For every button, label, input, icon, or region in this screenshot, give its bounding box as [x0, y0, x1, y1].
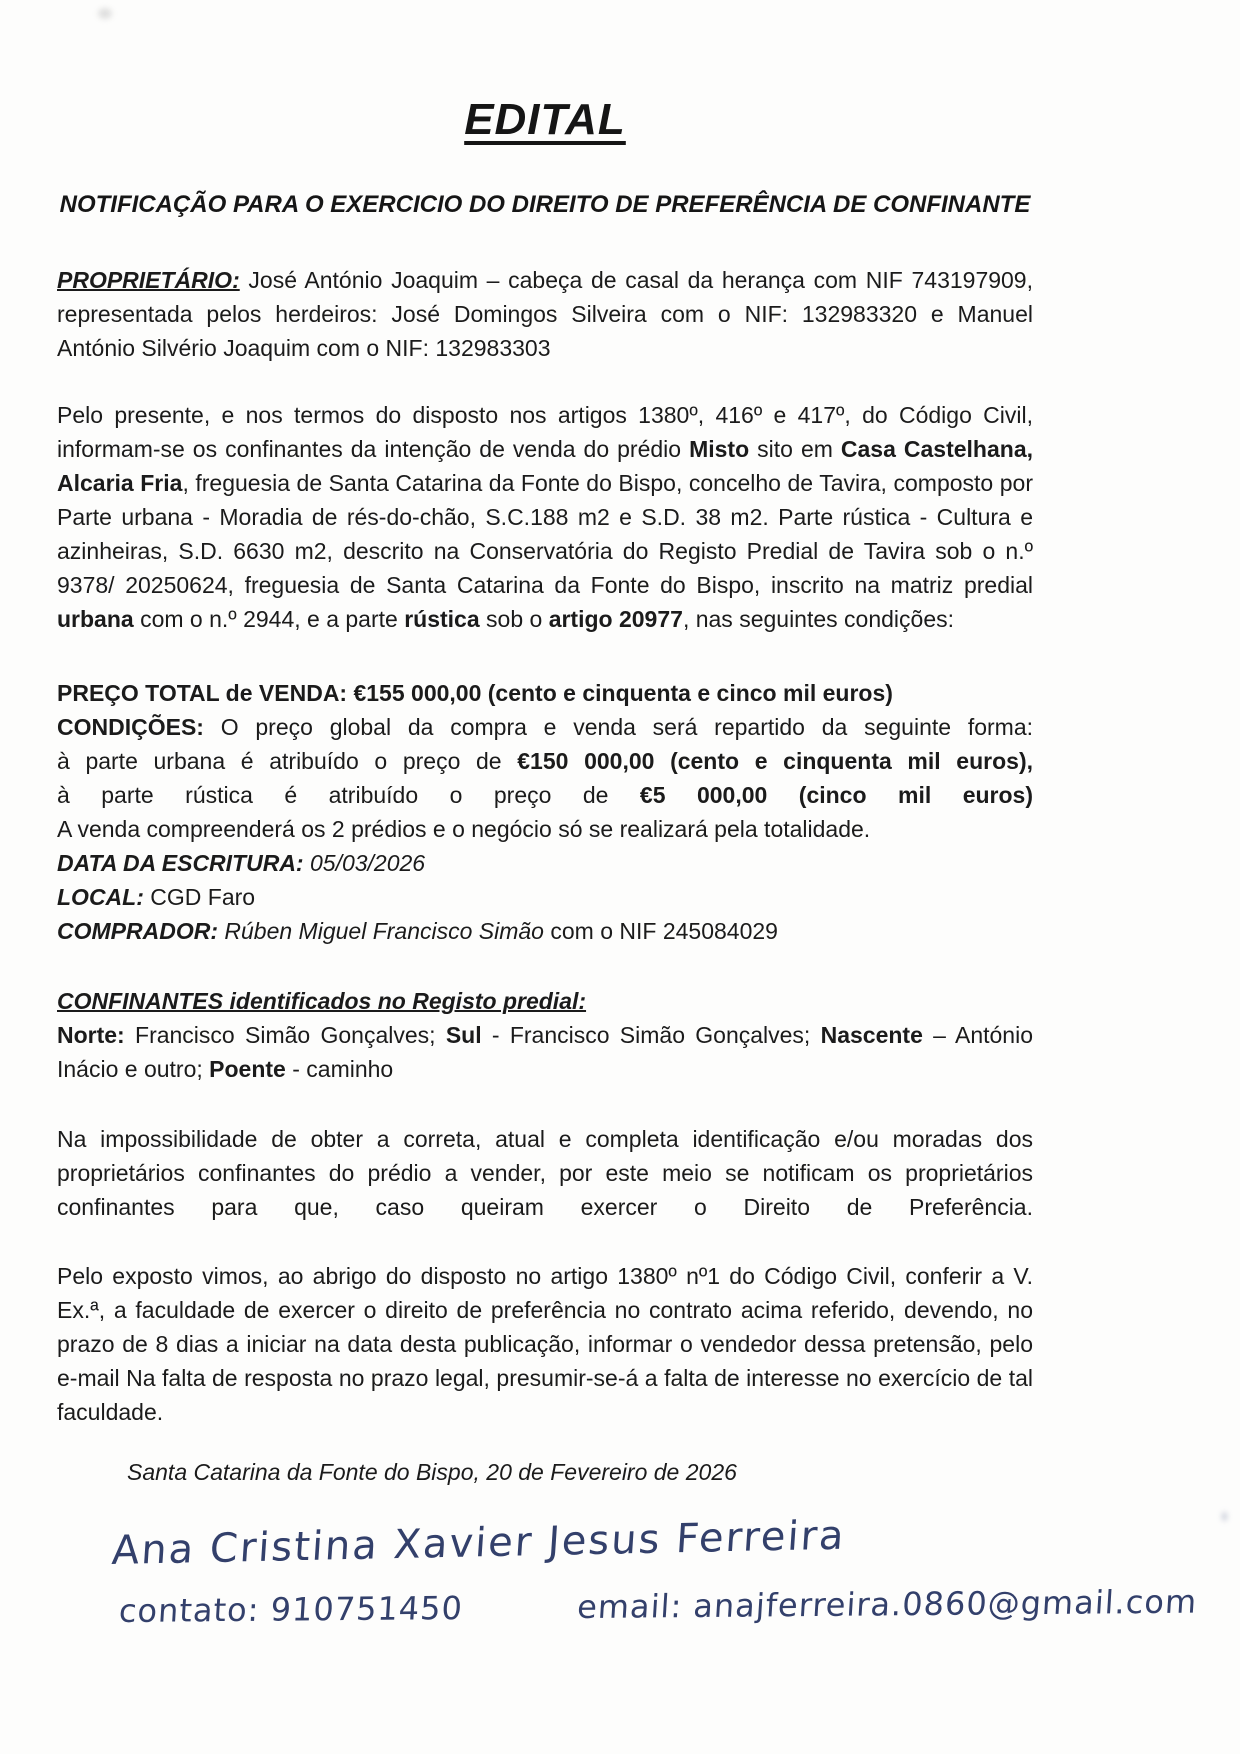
line-local: LOCAL: CGD Faro — [57, 884, 256, 910]
heading-confinantes: CONFINANTES identificados no Registo predial: — [57, 988, 587, 1014]
line-preco-total: PREÇO TOTAL de VENDA: €155 000,00 (cento e cinquenta e cinco mil euros) — [57, 680, 893, 706]
line-venda-totalidade: A venda compreenderá os 2 prédios e o negócio só se realizará pela totalidade. — [57, 816, 871, 842]
handwriting-gap — [473, 1618, 565, 1619]
page-title: EDITAL — [464, 95, 626, 144]
email-label: email: — [576, 1587, 684, 1627]
line-comprador: COMPRADOR: Rúben Miguel Francisco Simão com o NIF 245084029 — [57, 918, 778, 944]
phone-number: 910751450 — [269, 1588, 465, 1629]
line-preco-parte-rustica: à parte rústica é atribuído o preço de €5 000,00 (cinco mil euros) — [57, 782, 1033, 808]
paragraph-confinantes-lista: Norte: Francisco Simão Gonçalves; Sul - Francisco Simão Gonçalves; Nascente – António Inácio e outro; Poente - caminho — [57, 1022, 1033, 1082]
contact-label: contato: — [117, 1590, 261, 1631]
contact-handwriting — [117, 1582, 1199, 1631]
line-data-escritura: DATA DA ESCRITURA: 05/03/2026 — [57, 850, 426, 876]
ink-speck — [1222, 1512, 1227, 1521]
line-preco-parte-urbana: à parte urbana é atribuído o preço de €150 000,00 (cento e cinquenta mil euros), — [57, 748, 1033, 774]
paragraph-pelo-exposto: Pelo exposto vimos, ao abrigo do disposto no artigo 1380º nº1 do Código Civil, conferir a V. Ex.ª, a faculdade de exercer o direito de preferência no contrato acima referido, devendo, no prazo de 8 dias a iniciar na data desta publicação, informar o vendedor dessa pretensão, pelo e-mail Na falta de resposta no prazo legal, presumir-se-á a falta de interesse no exercício de tal faculdade. — [57, 1263, 1033, 1425]
document-body — [57, 0, 1199, 1631]
paragraph-na-impossibilidade: Na impossibilidade de obter a correta, atual e completa identificação e/ou moradas dos proprietários confinantes do prédio a vender, por este meio se notificam os proprietários confinantes para que, caso queiram exercer o Direito de Preferência. — [57, 1126, 1033, 1220]
paragraph-intencao-venda: Pelo presente, e nos termos do disposto nos artigos 1380º, 416º e 417º, do Código Civil, informam-se os confinantes da intenção de venda do prédio Misto sito em Casa Castelhana, Alcaria Fria, freguesia de Santa Catarina da Fonte do Bispo, concelho de Tavira, composto por Parte urbana - Moradia de rés-do-chão, S.C.188 m2 e S.D. 38 m2. Parte rústica - Cultura e azinheiras, S.D. 6630 m2, descrito na Conservatória do Registo Predial de Tavira sob o n.º 9378/ 20250624, freguesia de Santa Catarina da Fonte do Bispo, inscrito na matriz predial urbana com o n.º 2944, e a parte rústica sob o artigo 20977, nas seguintes condições: — [57, 402, 1033, 632]
line-condicoes: CONDIÇÕES: O preço global da compra e venda será repartido da seguinte forma: — [57, 714, 1033, 740]
signature-handwriting: Ana Cristina Xavier Jesus Ferreira — [110, 1512, 848, 1575]
email-address: anajferreira.0860@gmail.com — [692, 1582, 1199, 1625]
page-subtitle: NOTIFICAÇÃO PARA O EXERCICIO DO DIREITO DE PREFERÊNCIA DE CONFINANTE — [59, 191, 1031, 218]
paragraph-proprietario: PROPRIETÁRIO: José António Joaquim – cabeça de casal da herança com NIF 743197909, representada pelos herdeiros: José Domingos Silveira com o NIF: 132983320 e Manuel António Silvério Joaquim com o NIF: 132983303 — [57, 267, 1033, 361]
place-date-line: Santa Catarina da Fonte do Bispo, 20 de Fevereiro de 2026 — [127, 1459, 737, 1485]
